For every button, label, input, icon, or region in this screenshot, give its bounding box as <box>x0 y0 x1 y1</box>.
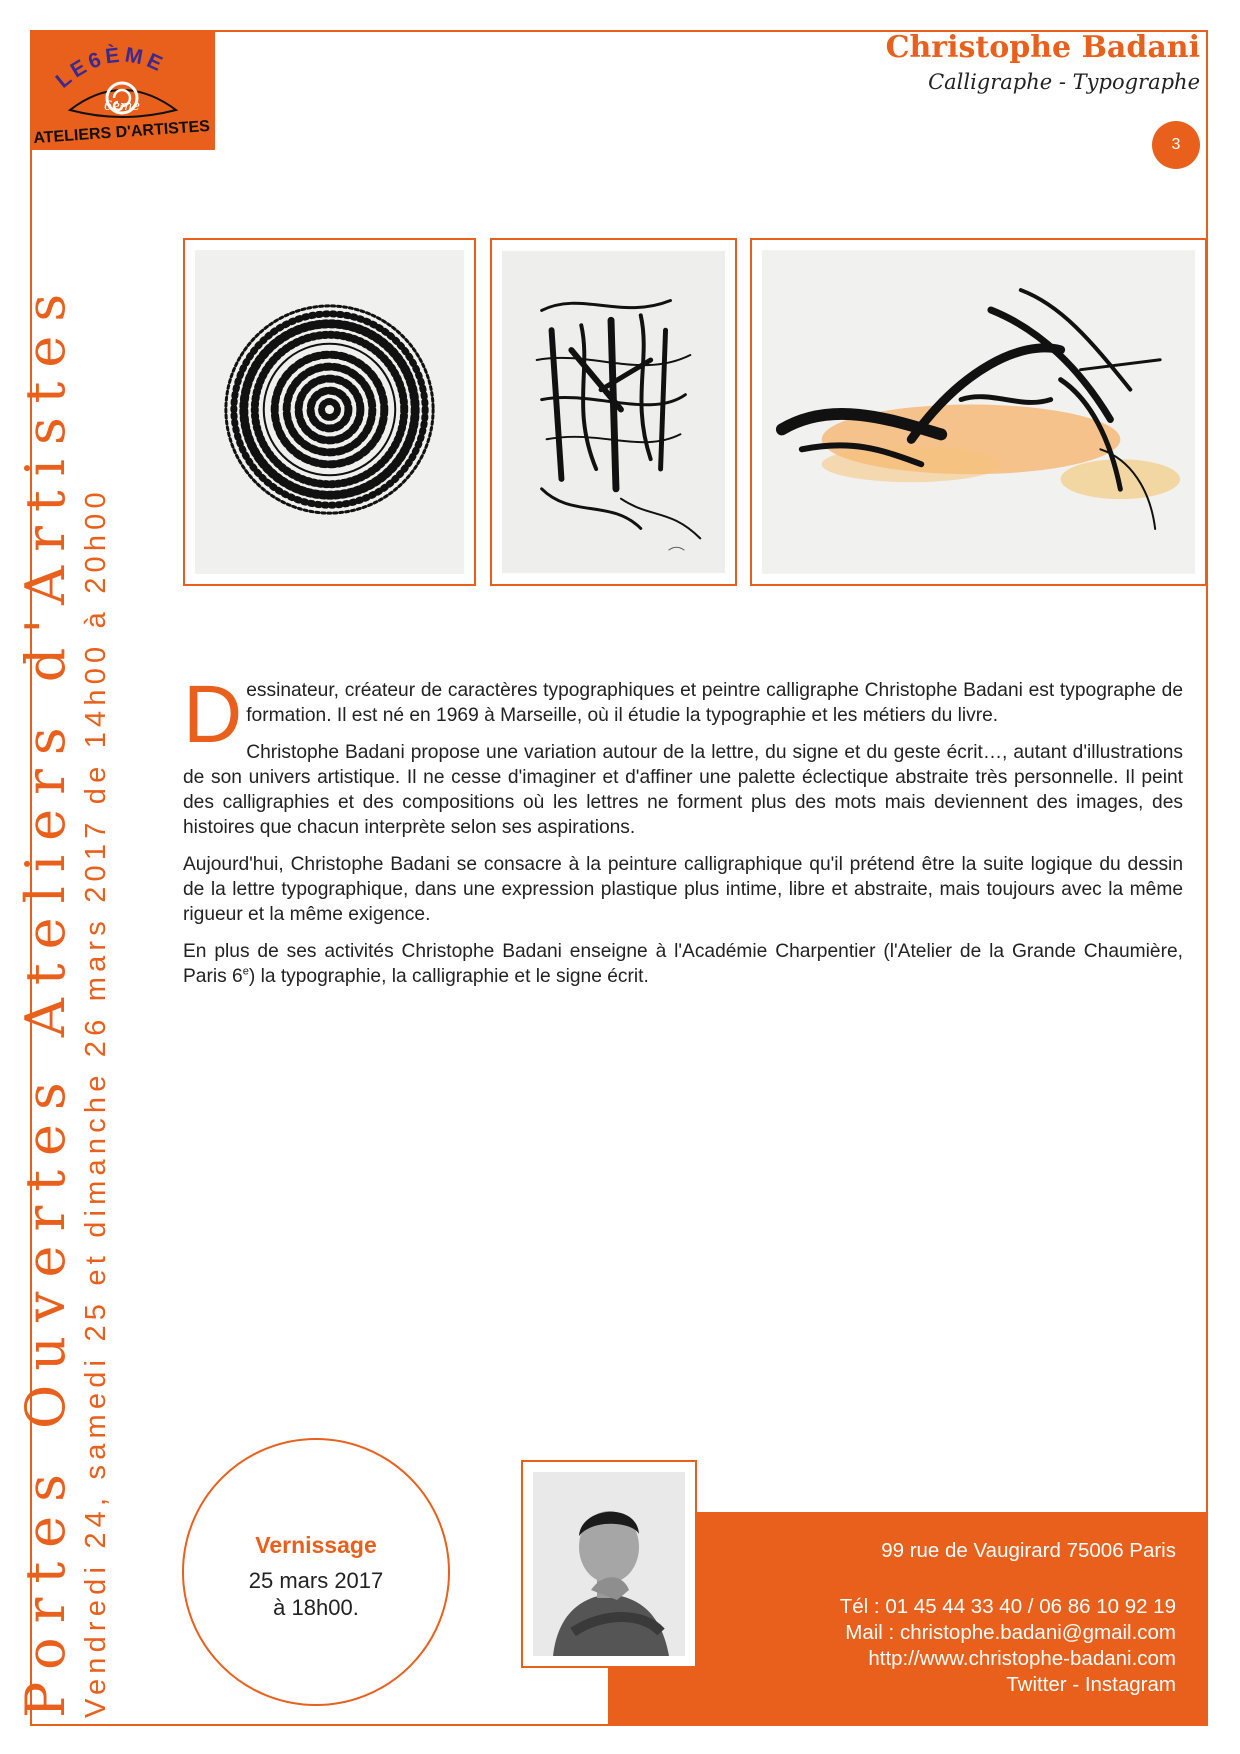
logo-inner-text: 6eme <box>104 99 140 114</box>
drop-cap: D <box>183 669 243 760</box>
artwork-vertical <box>490 238 737 586</box>
artist-name: Christophe Badani <box>885 30 1200 65</box>
vernissage-date: 25 mars 2017 <box>248 1568 384 1593</box>
circular-calligraphy-artwork <box>195 250 464 574</box>
page-number-badge: 3 <box>1152 121 1200 169</box>
bio-paragraph-1-text: essinateur, créateur de caractères typographiques et peintre calligraphe Christophe Badani est typographe de formation. Il est né en 1969 à Marseille, où il étudie la typographie et les métiers du livre. <box>246 680 1183 726</box>
artwork-abstract <box>750 238 1207 586</box>
contact-phone: Tél : 01 45 44 33 40 / 06 86 10 92 19 <box>839 1595 1176 1618</box>
bio-paragraph-4-text-b: ) la typographie, la calligraphie et le signe écrit. <box>248 966 649 987</box>
artwork-circular <box>183 238 476 586</box>
vertical-event-banner <box>14 238 124 1718</box>
contact-social[interactable]: Twitter - Instagram <box>1006 1673 1176 1696</box>
contact-website[interactable]: http://www.christophe-badani.com <box>868 1647 1176 1670</box>
event-title: Portes Ouvertes Ateliers d'Artistes <box>14 279 77 1718</box>
abstract-ink-painting <box>762 250 1195 574</box>
vernissage-title: Vernissage <box>255 1532 377 1558</box>
contact-panel <box>608 1512 1208 1726</box>
logo-arc-text: LE6ÈME <box>51 43 170 93</box>
event-dates: Vendredi 24, samedi 25 et dimanche 26 mars 2017 de 14h00 à 20h00 <box>80 487 112 1718</box>
bio-paragraph-3: Aujourd'hui, Christophe Badani se consacre à la peinture calligraphique qu'il prétend être la suite logique du dessin de la lettre typographique, dans une expression plastique plus intime, libre et abstraite, mais toujours avec la même rigueur et la même exigence. <box>183 854 1183 925</box>
contact-address: 99 rue de Vaugirard 75006 Paris <box>881 1539 1176 1562</box>
artist-photo-icon <box>533 1472 685 1656</box>
artist-portrait <box>521 1460 697 1668</box>
contact-details <box>840 1594 1176 1698</box>
artist-subtitle: Calligraphe - Typographe <box>928 70 1200 94</box>
artist-biography <box>183 669 1183 1001</box>
logo-bottom-text: ATELIERS D'ARTISTES <box>32 117 211 148</box>
bio-paragraph-1 <box>183 669 1183 760</box>
bio-paragraph-4-text-a: En plus de ses activités Christophe Badani enseigne à l'Académie Charpentier (l'Atelier de la Grande Chaumière, Paris 6 <box>183 941 1183 987</box>
superscript-e: e <box>242 965 249 978</box>
contact-mail[interactable]: Mail : christophe.badani@gmail.com <box>845 1621 1176 1644</box>
bio-paragraph-4 <box>183 939 1183 989</box>
svg-text:LE6ÈME <box>52 43 170 92</box>
vernissage-circle <box>182 1438 450 1706</box>
bio-paragraph-2: Christophe Badani propose une variation autour de la lettre, du signe et du geste écrit…, autant d'illustrations de son univers artistique. Il ne cesse d'imaginer et d'affiner une palette éclectique abstraite très personnelle. Il peint des calligraphies et des compositions où les lettres ne forment plus des mots mais deviennent des images, des histoires que chacun interprète selon ses aspirations. <box>183 742 1183 838</box>
atelier-logo <box>30 30 215 150</box>
vernissage-time: à 18h00. <box>273 1595 359 1620</box>
vertical-calligraphy-artwork <box>502 250 725 574</box>
